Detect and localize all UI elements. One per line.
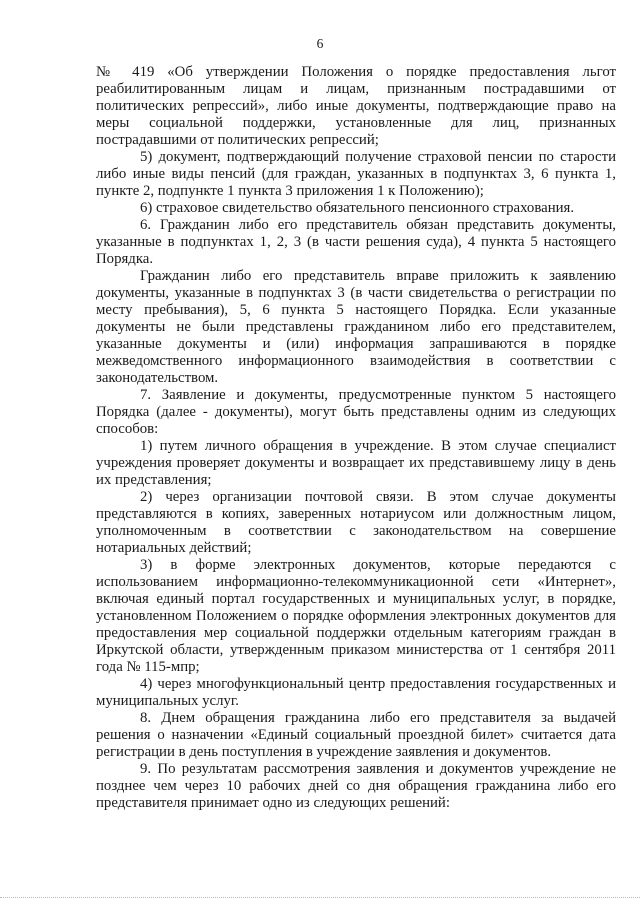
paragraph: 3) в форме электронных документов, которые передаются с использованием информационно-телекоммуникационной сети «Интернет», включая единый портал государственных и муниципальных услуг, в порядке, установленном Положением о порядке оформления электронных документов для предоставления мер социальной поддержки отдельным категориям граждан в Иркутской области, утвержденным приказом министерства от 1 сентября 2011 года № 115-мпр; <box>96 557 616 675</box>
paragraph: № 419 «Об утверждении Положения о порядке предоставления льгот реабилитированным лицам и лицам, признанным пострадавшими от политических репрессий», либо иные документы, подтверждающие право на меры социальной поддержки, установленные для лиц, признанных пострадавшими от политических репрессий; <box>96 64 616 148</box>
paragraph: 2) через организации почтовой связи. В этом случае документы представляются в копиях, заверенных нотариусом или должностным лицом, уполномоченным в соответствии с законодательством на совершение нотариальных действий; <box>96 489 616 556</box>
paragraph: 4) через многофункциональный центр предоставления государственных и муниципальных услуг. <box>96 676 616 709</box>
paragraph: 7. Заявление и документы, предусмотренные пунктом 5 настоящего Порядка (далее - документы), могут быть представлены одним из следующих способов: <box>96 387 616 437</box>
paragraph: 8. Днем обращения гражданина либо его представителя за выдачей решения о назначении «Единый социальный проездной билет» считается дата регистрации в день поступления в учреждение заявления и документов. <box>96 710 616 760</box>
document-body <box>96 64 616 812</box>
paragraph: Гражданин либо его представитель вправе приложить к заявлению документы, указанные в подпунктах 3 (в части свидетельства о регистрации по месту пребывания), 5, 6 пункта 5 настоящего Порядка. Если указанные документы не были представлены гражданином либо его представителем, указанные документы и (или) информация запрашиваются в порядке межведомственного информационного взаимодействия в соответствии с законодательством. <box>96 268 616 386</box>
paragraph: 9. По результатам рассмотрения заявления и документов учреждение не позднее чем через 10 рабочих дней со дня обращения гражданина либо его представителя принимает одно из следующих решений: <box>96 761 616 811</box>
paragraph: 6. Гражданин либо его представитель обязан представить документы, указанные в подпунктах 1, 2, 3 (в части решения суда), 4 пункта 5 настоящего Порядка. <box>96 217 616 267</box>
paragraph: 5) документ, подтверждающий получение страховой пенсии по старости либо иные виды пенсий (для граждан, указанных в подпунктах 3, 6 пункта 1, пункте 2, подпункте 1 пункта 3 приложения 1 к Положению); <box>96 149 616 199</box>
paragraph: 1) путем личного обращения в учреждение. В этом случае специалист учреждения проверяет документы и возвращает их представившему лицу в день их представления; <box>96 438 616 488</box>
scan-edge-line <box>0 897 640 898</box>
page-number: 6 <box>316 36 324 51</box>
paragraph: 6) страховое свидетельство обязательного пенсионного страхования. <box>140 200 575 216</box>
